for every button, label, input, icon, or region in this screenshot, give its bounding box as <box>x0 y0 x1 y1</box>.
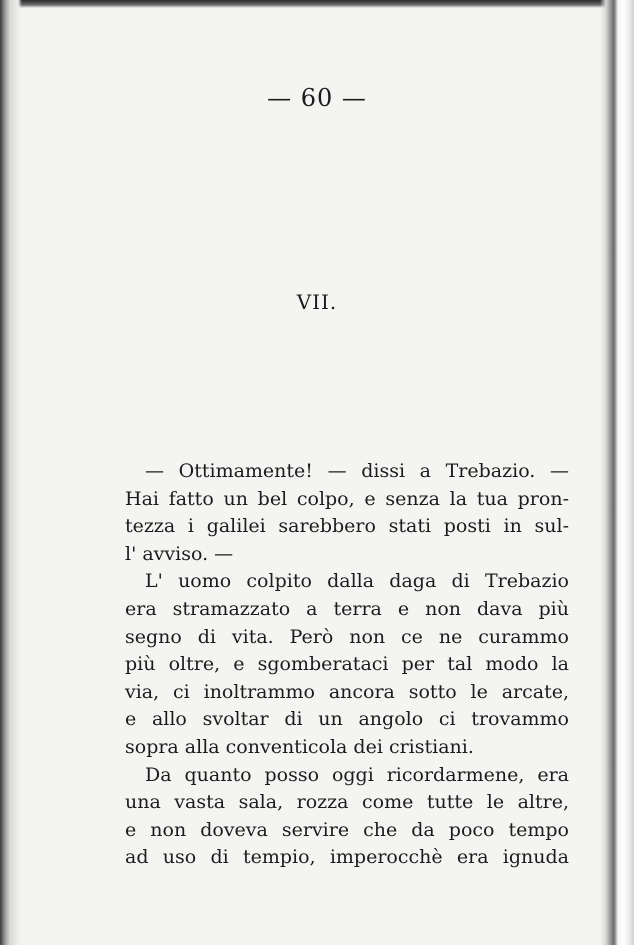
text-line: ad uso di tempio, imperocchè era ignuda <box>125 846 569 869</box>
page-left-edge <box>0 0 22 945</box>
page-top-edge <box>0 0 634 8</box>
text-line: L' uomo colpito dalla daga di Trebazio <box>145 570 569 593</box>
text-line: Da quanto posso oggi ricordarmene, era <box>145 763 569 786</box>
text-line: una vasta sala, rozza come tutte le altre, <box>125 791 569 814</box>
text-line: era stramazzato a terra e non dava più <box>125 597 569 620</box>
page-number: — 60 — <box>267 84 367 112</box>
body-text <box>125 458 569 872</box>
page-right-edge <box>600 0 634 945</box>
text-line: più oltre, e sgomberataci per tal modo la <box>125 653 569 676</box>
text-line: — Ottimamente! — dissi a Trebazio. — <box>145 460 569 482</box>
text-line: via, ci inoltrammo ancora sotto le arcate, <box>125 680 569 703</box>
text-line: l' avviso. — <box>125 542 234 565</box>
text-line: sopra alla conventicola dei cristiani. <box>125 735 474 758</box>
text-line: Hai fatto un bel colpo, e senza la tua pron- <box>125 487 569 510</box>
chapter-heading: VII. <box>296 290 338 314</box>
text-line: e allo svoltar di un angolo ci trovammo <box>125 708 569 731</box>
text-line: tezza i galilei sarebbero stati posti in sul- <box>125 515 569 538</box>
text-line: e non doveva servire che da poco tempo <box>125 818 569 841</box>
text-line: segno di vita. Però non ce ne curammo <box>125 625 569 648</box>
